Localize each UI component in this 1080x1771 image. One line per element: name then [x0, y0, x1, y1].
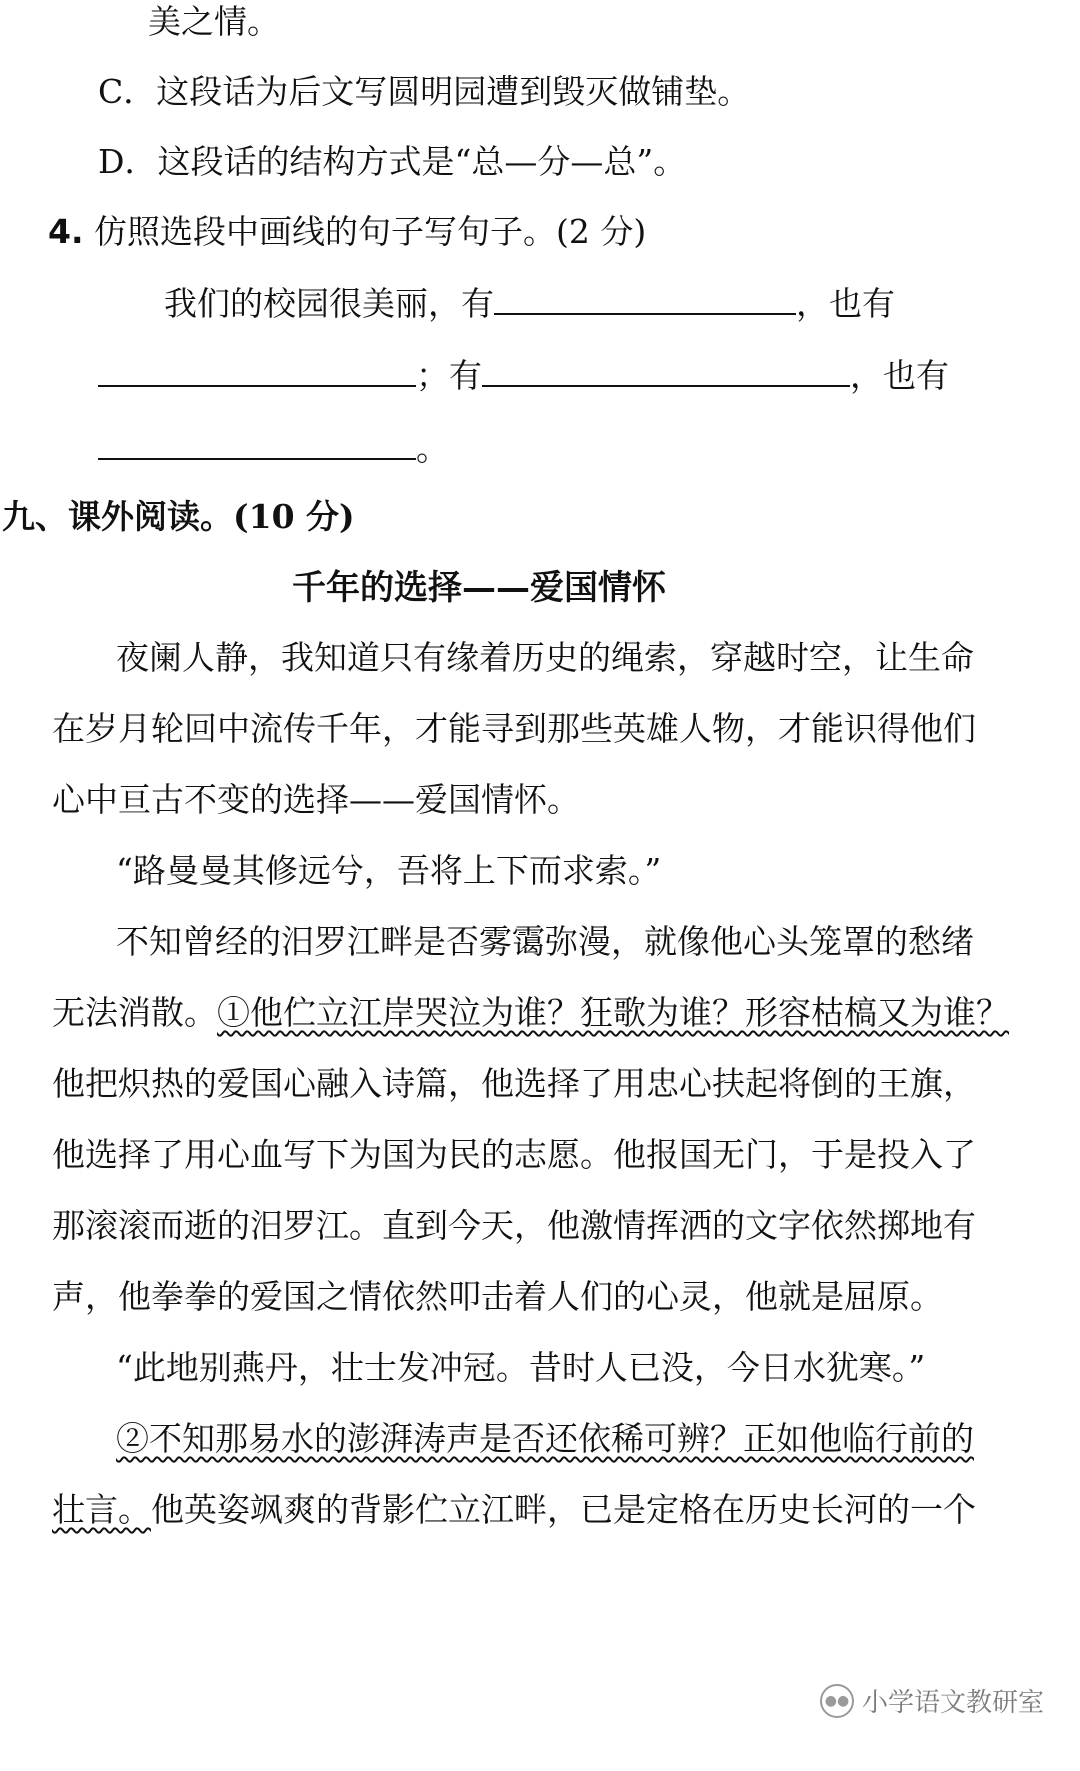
fill-line-2 — [98, 355, 949, 396]
fill-text: 。 — [416, 429, 449, 468]
fill-line-3 — [98, 428, 449, 469]
question-4 — [48, 212, 646, 252]
answer-blank[interactable] — [98, 428, 416, 460]
fill-text: ，也有 — [850, 356, 949, 395]
section-heading: 九、课外阅读。(10 分) — [2, 497, 355, 536]
answer-blank[interactable] — [98, 355, 416, 387]
wavy-underlined-sentence-1: ①他伫立江岸哭泣为谁？狂歌为谁？形容枯槁又为谁？ — [217, 993, 1009, 1032]
poem-quote-2: “此地别燕丹，壮士发冲冠。昔时人已没，今日水犹寒。” — [116, 1348, 926, 1387]
option-d: D．这段话的结构方式是“总—分—总”。 — [98, 142, 687, 181]
fill-text: ，也有 — [796, 284, 895, 323]
p3-line-1 — [116, 1419, 974, 1459]
wavy-underlined-sentence-2: ②不知那易水的澎湃涛声是否还依稀可辨？正如他临行前的 — [116, 1419, 974, 1458]
fill-text: ；有 — [416, 356, 482, 395]
p1-line-1: 夜阑人静，我知道只有缘着历史的绳索，穿越时空，让生命 — [116, 638, 974, 677]
p3-text: 他英姿飒爽的背影伫立江畔，已是定格在历史长河的一个 — [151, 1490, 976, 1529]
p2-line-2 — [52, 993, 1009, 1033]
question-prompt: 仿照选段中画线的句子写句子。(2 分) — [94, 212, 647, 251]
p1-line-3: 心中亘古不变的选择——爱国情怀。 — [52, 780, 580, 819]
option-c: C．这段话为后文写圆明园遭到毁灭做铺垫。 — [98, 72, 751, 111]
watermark — [820, 1682, 1044, 1719]
option-b-tail: 美之情。 — [148, 2, 280, 41]
answer-blank[interactable] — [494, 283, 796, 315]
answer-blank[interactable] — [482, 355, 850, 387]
p3-line-2 — [52, 1490, 976, 1530]
question-number: 4. — [48, 212, 84, 251]
p2-line-6: 声，他拳拳的爱国之情依然叩击着人们的心灵，他就是屈原。 — [52, 1277, 943, 1316]
p2-line-3: 他把炽热的爱国心融入诗篇，他选择了用忠心扶起将倒的王旗， — [52, 1064, 976, 1103]
p2-line-1: 不知曾经的汨罗江畔是否雾霭弥漫，就像他心头笼罩的愁绪 — [116, 922, 974, 961]
watermark-text: 小学语文教研室 — [861, 1688, 1044, 1718]
p1-line-2: 在岁月轮回中流传千年，才能寻到那些英雄人物，才能识得他们 — [52, 709, 976, 748]
wavy-underlined-sentence-2-end: 壮言。 — [52, 1490, 151, 1529]
poem-quote-1: “路曼曼其修远兮，吾将上下而求索。” — [116, 851, 662, 890]
wechat-icon: ●● — [820, 1684, 854, 1718]
p2-text: 无法消散。 — [52, 993, 217, 1032]
p2-line-4: 他选择了用心血写下为国为民的志愿。他报国无门，于是投入了 — [52, 1135, 976, 1174]
article-title: 千年的选择——爱国情怀 — [292, 568, 666, 608]
fill-text: 我们的校园很美丽，有 — [164, 284, 494, 323]
p2-line-5: 那滚滚而逝的汨罗江。直到今天，他激情挥洒的文字依然掷地有 — [52, 1206, 976, 1245]
fill-line-1 — [164, 283, 895, 324]
